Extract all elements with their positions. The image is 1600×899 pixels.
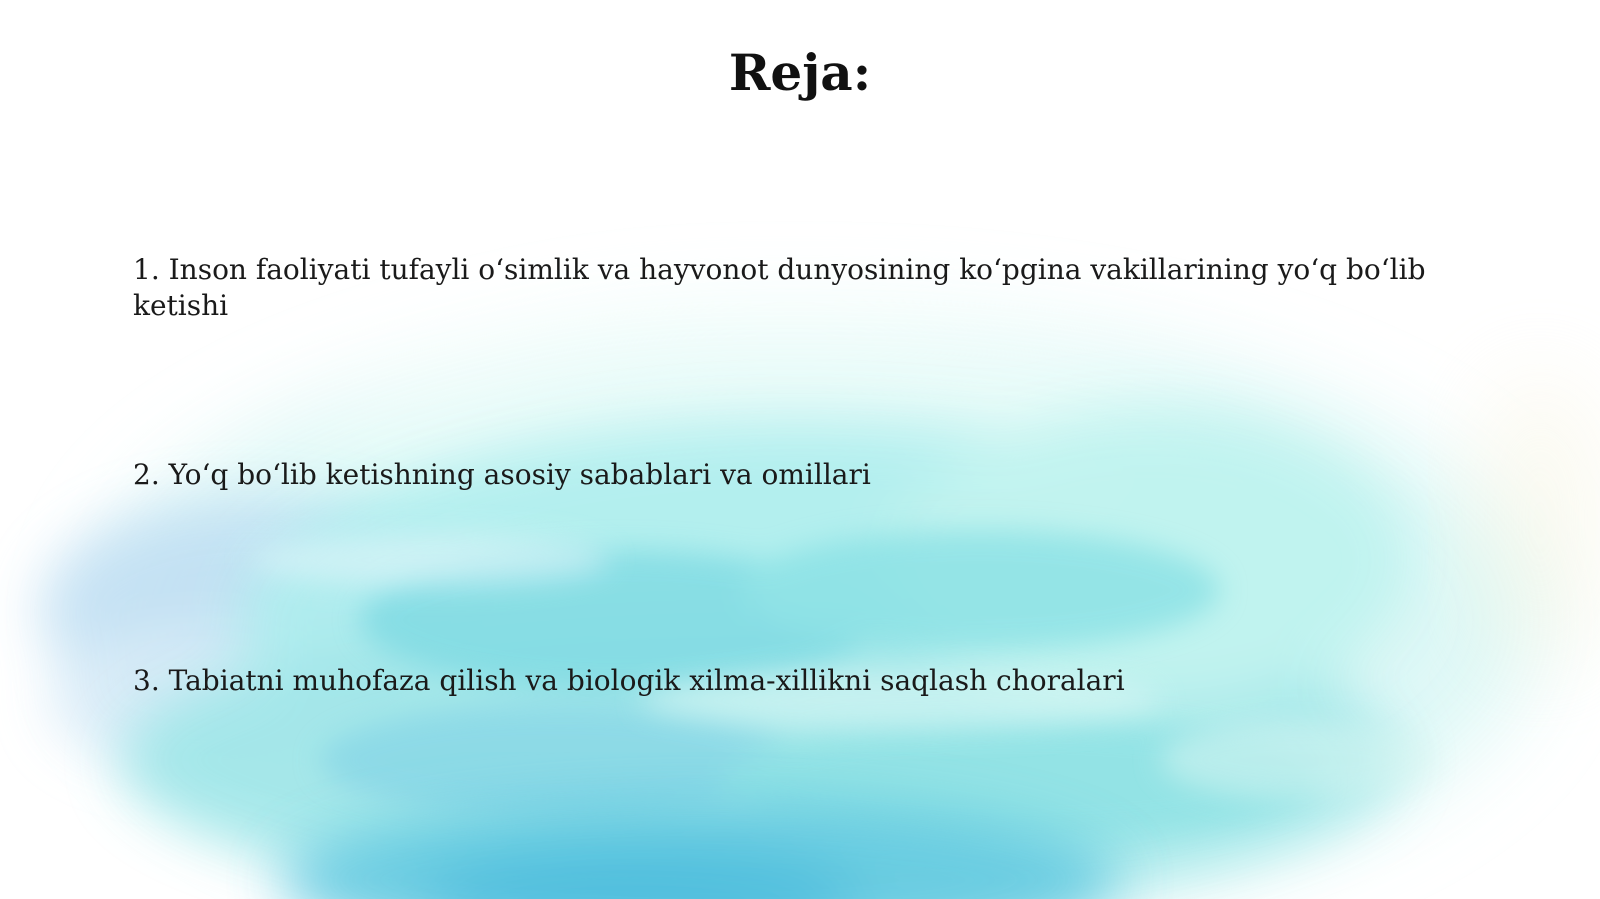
plan-item-2: 2. Yo‘q bo‘lib ketishning asosiy sabablari va omillari bbox=[133, 458, 871, 491]
plan-item-3: 3. Tabiatni muhofaza qilish va biologik xilma-xillikni saqlash choralari bbox=[133, 664, 1125, 697]
slide-title: Reja: bbox=[728, 43, 872, 102]
plan-item-1: 1. Inson faoliyati tufayli o‘simlik va hayvonot dunyosining ko‘pgina vakillarining yo‘q bo‘lib ketishi bbox=[133, 253, 1426, 322]
